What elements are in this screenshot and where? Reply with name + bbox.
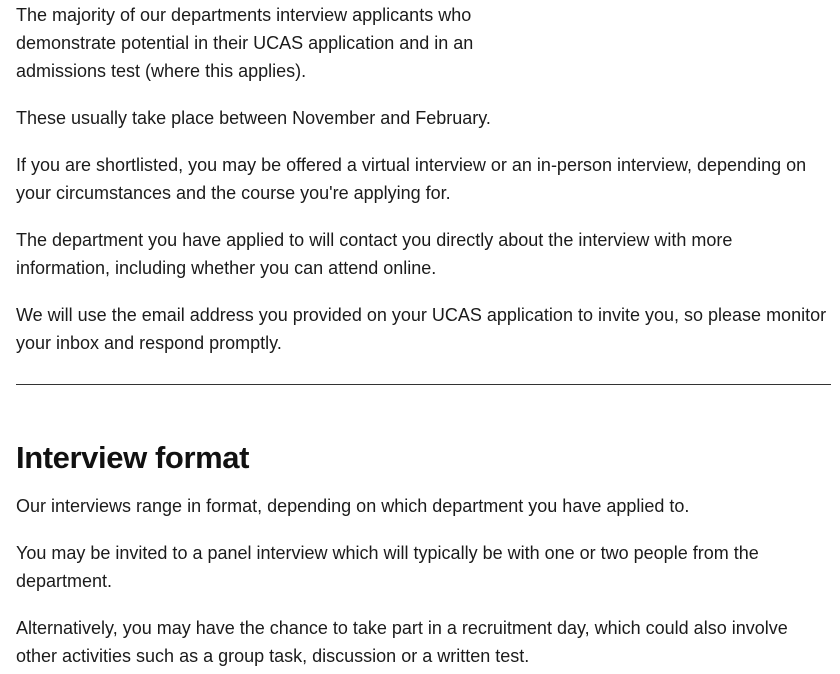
- format-paragraph-range: Our interviews range in format, depending on which department you have applied to.: [16, 496, 690, 516]
- intro-paragraph-timing: These usually take place between November and February.: [16, 108, 491, 128]
- intro-paragraph-email-notice: We will use the email address you provided on your UCAS application to invite you, so please monitor your inbox and respond promptly.: [16, 305, 827, 353]
- intro-paragraph-department-contact: The department you have applied to will contact you directly about the interview with more information, including whether you can attend online.: [16, 230, 733, 278]
- format-paragraph-recruitment-day: Alternatively, you may have the chance to take part in a recruitment day, which could also involve other activities such as a group task, discussion or a written test.: [16, 618, 788, 666]
- intro-paragraph-shortlisting: The majority of our departments interview applicants who demonstrate potential in their UCAS application and in an admissions test (where this applies).: [16, 5, 474, 81]
- interview-format-heading: Interview format: [16, 440, 250, 475]
- intro-paragraph-interview-type: If you are shortlisted, you may be offered a virtual interview or an in-person interview, depending on your circumstances and the course you're applying for.: [16, 155, 807, 203]
- format-paragraph-panel: You may be invited to a panel interview which will typically be with one or two people from the department.: [16, 543, 759, 591]
- section-divider: [16, 384, 831, 385]
